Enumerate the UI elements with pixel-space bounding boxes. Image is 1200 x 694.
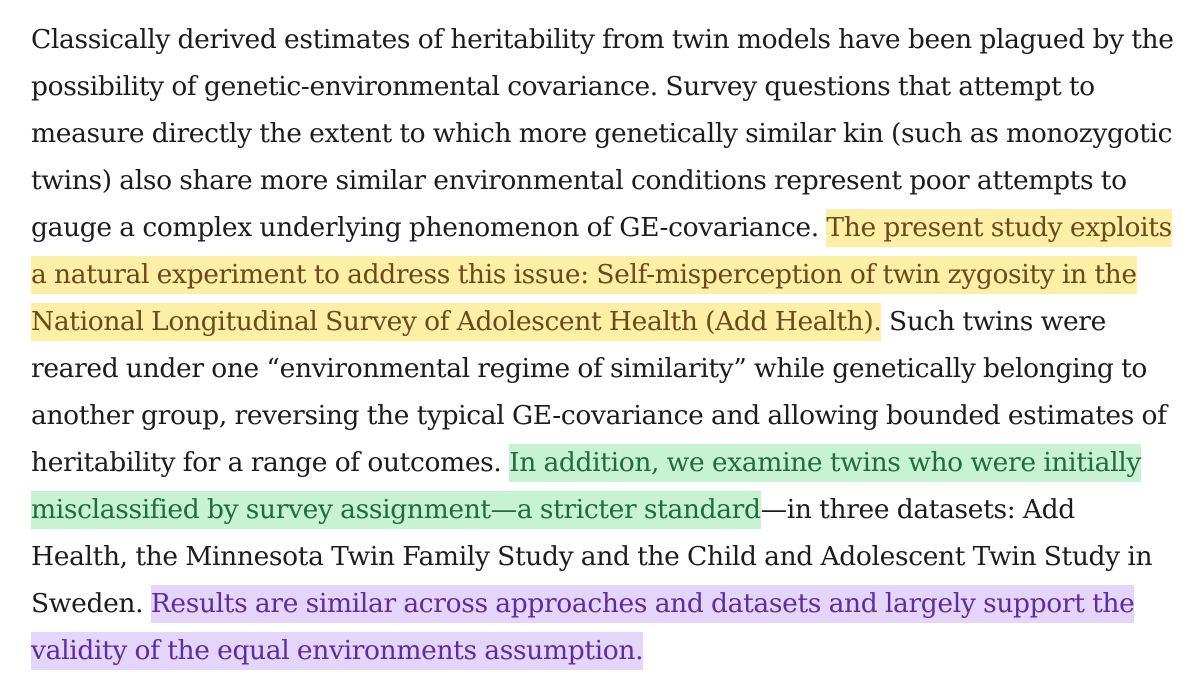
abstract-text-regime: Such twins were reared under one “environmental regime of similarity” while genetically belonging to another group, reversing the typical GE-covariance and allowing bounded estimates of heritability for a range of outcomes. (31, 306, 1167, 478)
highlight-purple-results: Results are similar across approaches and datasets and largely support the validity of the equal environments assumption. (31, 585, 1134, 670)
abstract-paragraph (31, 16, 1176, 674)
abstract-text-datasets: —in three datasets: Add Health, the Minnesota Twin Family Study and the Child and Adolescent Twin Study in Sweden. (31, 494, 1153, 619)
highlight-yellow-study-design: The present study exploits a natural experiment to address this issue: Self-misperception of twin zygosity in the National Longitudinal Survey of Adolescent Health (Add Health). (31, 209, 1172, 341)
abstract-text-intro: Classically derived estimates of heritability from twin models have been plagued by the possibility of genetic-environmental covariance. Survey questions that attempt to measure directly the extent to which more genetically similar kin (such as monozygotic twins) also share more similar environmental conditions represent poor attempts to gauge a complex underlying phenomenon of GE-covariance. (31, 24, 1174, 243)
highlight-green-misclassified: In addition, we examine twins who were initially misclassified by survey assignment—a stricter standard (31, 444, 1141, 529)
